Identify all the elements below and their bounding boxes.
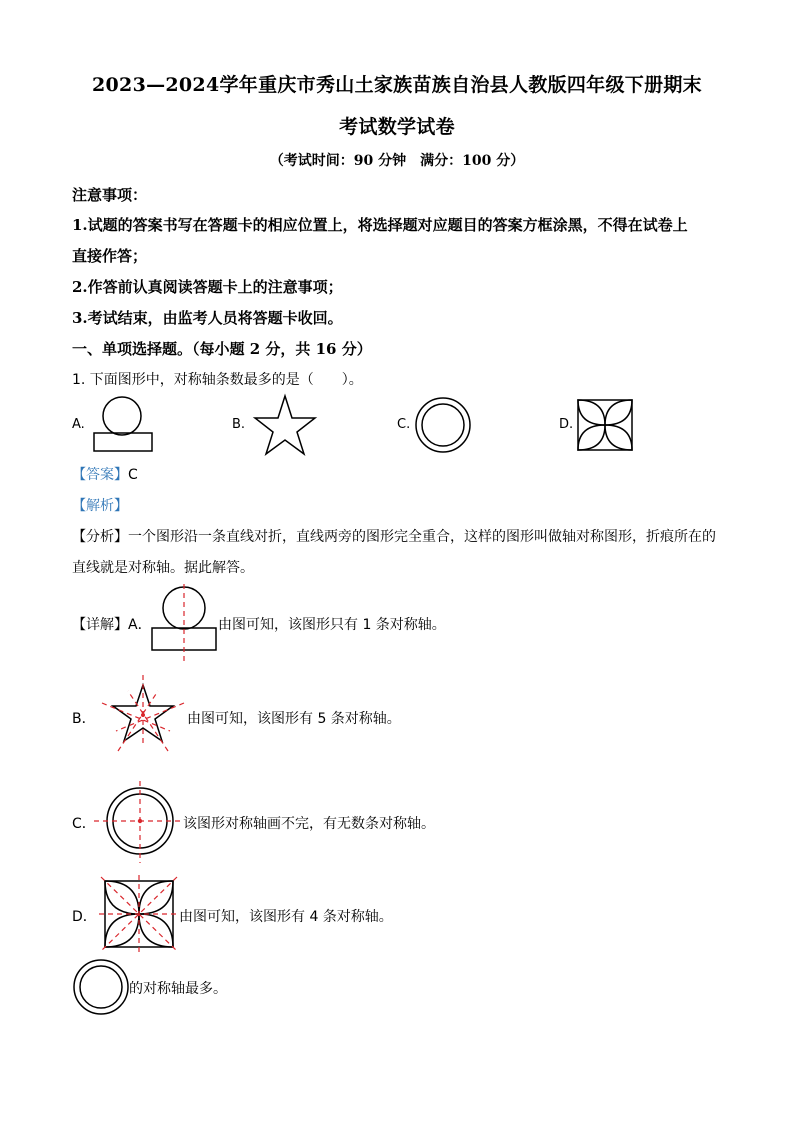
analysis-prefix: 【分析】 [72, 529, 128, 545]
circle-on-rectangle-icon [90, 395, 160, 455]
notes-item-3: 3.考试结束，由监考人员将答题卡收回。 [72, 309, 343, 327]
exam-title-line1: 2023—2024学年重庆市秀山土家族苗族自治县人教版四年级下册期末 [92, 74, 702, 96]
option-b-label: B. [232, 417, 246, 432]
detail-d-label: D． [72, 909, 97, 925]
square-with-petals-icon [576, 398, 634, 452]
notes-item-1-cont: 直接作答； [72, 247, 148, 265]
conclusion-text: 的对称轴最多。 [129, 981, 227, 997]
analysis-line-1: 一个图形沿一条直线对折，直线两旁的图形完全重合，这样的图形叫做轴对称图形，折痕所在的 [128, 529, 716, 545]
square-petals-axes-icon [97, 875, 181, 955]
concentric-circles-icon [414, 396, 472, 454]
detail-c-label: C． [72, 816, 96, 832]
exam-info: （考试时间：90 分钟 满分：100 分） [269, 153, 525, 169]
notes-item-1: 1.试题的答案书写在答题卡的相应位置上，将选择题对应题目的答案方框涂黑，不得在试卷上 [72, 216, 688, 234]
section-heading: 一、单项选择题。（每小题 2 分，共 16 分） [72, 340, 372, 358]
detail-prefix: 【详解】 [72, 617, 128, 633]
star-axes-icon [98, 673, 188, 759]
concentric-circles-conclusion-icon [72, 959, 130, 1015]
detail-b-text: 由图可知，该图形有 5 条对称轴。 [187, 711, 401, 727]
option-a-label: A. [72, 417, 85, 432]
concentric-circles-axes-icon [92, 779, 182, 865]
notes-heading: 注意事项： [72, 186, 148, 204]
answer-value: C [128, 467, 138, 483]
detail-d-text: 由图可知，该图形有 4 条对称轴。 [179, 909, 393, 925]
notes-item-2: 2.作答前认真阅读答题卡上的注意事项； [72, 278, 343, 296]
detail-b-label: B． [72, 711, 96, 727]
option-c-label: C. [397, 417, 411, 432]
analysis-tag: 【解析】 [72, 498, 128, 514]
circle-on-rectangle-axis-icon [148, 584, 220, 662]
analysis-line-2: 直线就是对称轴。据此解答。 [72, 560, 254, 576]
option-d-label: D. [559, 417, 574, 432]
star-icon [250, 393, 320, 457]
exam-title-line2: 考试数学试卷 [339, 116, 455, 138]
answer-tag: 【答案】 [72, 467, 128, 483]
detail-a-text: 由图可知，该图形只有 1 条对称轴。 [218, 617, 446, 633]
detail-a-label: A． [128, 617, 152, 633]
detail-c-text: 该图形对称轴画不完，有无数条对称轴。 [183, 816, 435, 832]
question-1-stem: 1. 下面图形中，对称轴条数最多的是（ ）。 [72, 372, 363, 388]
